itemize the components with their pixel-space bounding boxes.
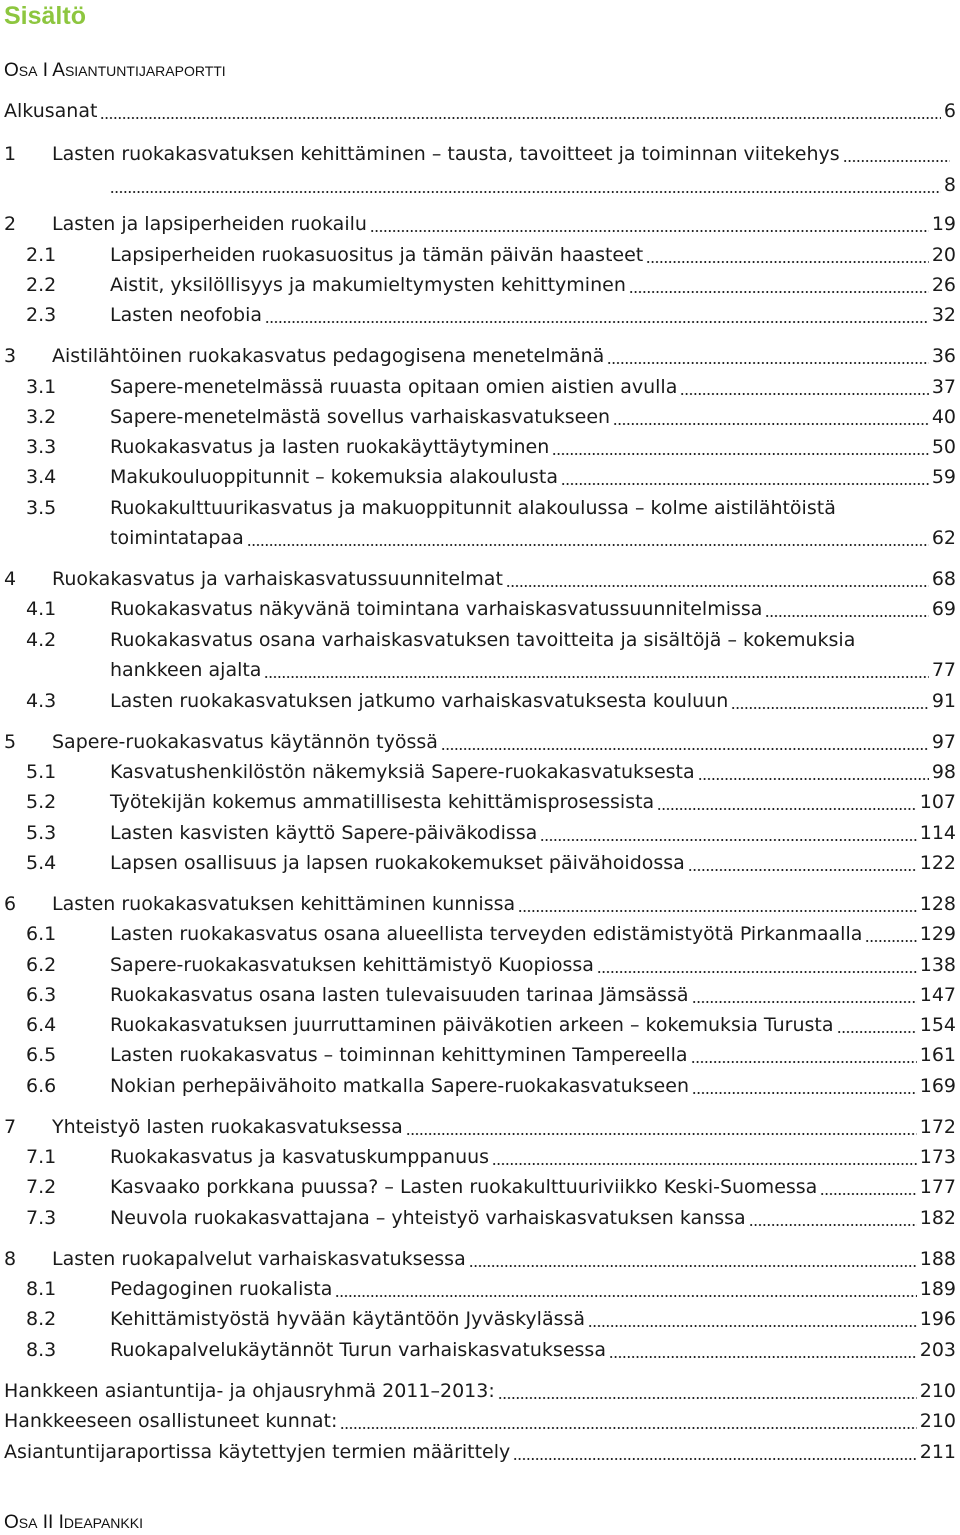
toc-entry-title: Lasten ruokakasvatuksen jatkumo varhaiskasvatuksesta kouluun bbox=[110, 690, 729, 712]
toc-entry-title: Lapsiperheiden ruokasuositus ja tämän päivän haasteet bbox=[110, 244, 644, 266]
toc-entry-number: 3.2 bbox=[26, 406, 57, 428]
dot-leader bbox=[513, 1458, 916, 1460]
toc-entry-title: Aistilähtöinen ruokakasvatus pedagogisena menetelmänä bbox=[52, 345, 605, 367]
toc-entry-number: 3.4 bbox=[26, 466, 57, 488]
dot-leader bbox=[552, 453, 929, 455]
toc-entry-page-number: 77 bbox=[930, 655, 956, 685]
toc-entry-page-number: 6 bbox=[942, 96, 956, 126]
toc-entry-title: Lasten kasvisten käyttö Sapere-päiväkodissa bbox=[110, 822, 538, 844]
toc-entry-number: 3.1 bbox=[26, 376, 57, 398]
page-title: Sisältö bbox=[4, 2, 86, 30]
toc-entry[interactable] bbox=[0, 625, 956, 655]
toc-entry-page-number: 211 bbox=[918, 1437, 956, 1467]
toc-entry[interactable] bbox=[0, 950, 956, 980]
toc-entry-title: toimintatapaa bbox=[110, 527, 244, 549]
toc-entry-title: Hankkeeseen osallistuneet kunnat: bbox=[4, 1410, 338, 1432]
toc-entry-title: Ruokakasvatus osana varhaiskasvatuksen tavoitteita ja sisältöjä – kokemuksia bbox=[110, 629, 856, 651]
toc-entry-title: Ruokakasvatuksen juurruttaminen päiväkotien arkeen – kokemuksia Turusta bbox=[110, 1014, 834, 1036]
toc-entry[interactable] bbox=[0, 564, 956, 594]
toc-entry-number: 8.1 bbox=[26, 1278, 57, 1300]
toc-entry-page-number: 169 bbox=[918, 1071, 956, 1101]
toc-entry[interactable] bbox=[0, 432, 956, 462]
toc-entry-number: 2 bbox=[4, 213, 17, 235]
toc-entry[interactable] bbox=[0, 727, 956, 757]
toc-entry-page-number: 59 bbox=[930, 462, 956, 492]
toc-entry[interactable] bbox=[0, 686, 956, 716]
toc-entry-page-number: 62 bbox=[930, 523, 956, 553]
toc-entry-page-number: 189 bbox=[918, 1274, 956, 1304]
dot-leader bbox=[498, 1397, 917, 1399]
dot-leader bbox=[820, 1193, 916, 1195]
dot-leader bbox=[340, 1427, 916, 1429]
toc-entry[interactable] bbox=[0, 493, 956, 523]
toc-entry-title: Työtekijän kokemus ammatillisesta kehittämisprosessista bbox=[110, 791, 655, 813]
toc-entry-page-number: 210 bbox=[918, 1376, 956, 1406]
toc-entry[interactable] bbox=[0, 848, 956, 878]
toc-entry-number: 3.3 bbox=[26, 436, 57, 458]
dot-leader bbox=[692, 1001, 917, 1003]
toc-entry[interactable] bbox=[0, 96, 956, 126]
toc-entry-number: 2.3 bbox=[26, 304, 57, 326]
toc-entry-title: Sapere-ruokakasvatuksen kehittämistyö Kuopiossa bbox=[110, 954, 594, 976]
toc-entry-page-number: 182 bbox=[918, 1203, 956, 1233]
toc-entry-page-number: 173 bbox=[918, 1142, 956, 1172]
toc-entry-number: 5.3 bbox=[26, 822, 57, 844]
dot-leader bbox=[765, 615, 928, 617]
dot-leader bbox=[607, 362, 928, 364]
toc-entry-title: Ruokakasvatus ja kasvatuskumppanuus bbox=[110, 1146, 490, 1168]
toc-entry[interactable] bbox=[0, 655, 956, 685]
dot-leader bbox=[837, 1031, 917, 1033]
toc-entry-page-number: 210 bbox=[918, 1406, 956, 1436]
toc-entry[interactable] bbox=[0, 1406, 956, 1436]
part-two-heading: OSA II IDEAPANKKI bbox=[4, 1512, 143, 1533]
toc-entry-page-number: 37 bbox=[930, 372, 956, 402]
toc-entry[interactable] bbox=[0, 341, 956, 371]
dot-leader bbox=[561, 483, 929, 485]
toc-entry-title: Ruokakasvatus ja lasten ruokakäyttäytyminen bbox=[110, 436, 550, 458]
toc-entry[interactable] bbox=[0, 1203, 956, 1233]
toc-entry-title: Lasten neofobia bbox=[110, 304, 262, 326]
toc-entry-number: 7.1 bbox=[26, 1146, 57, 1168]
toc-entry-number: 2.2 bbox=[26, 274, 57, 296]
toc-entry-page-number: 20 bbox=[930, 240, 956, 270]
toc-entry[interactable] bbox=[0, 980, 956, 1010]
toc-entry-number: 8 bbox=[4, 1248, 17, 1270]
toc-entry[interactable] bbox=[0, 1335, 956, 1365]
toc-entry-number: 6 bbox=[4, 893, 17, 915]
toc-entry-title: Yhteistyö lasten ruokakasvatuksessa bbox=[52, 1116, 403, 1138]
toc-entry-page-number: 69 bbox=[930, 594, 956, 624]
dot-leader bbox=[540, 839, 916, 841]
toc-entry-number: 6.1 bbox=[26, 923, 57, 945]
toc-entry[interactable] bbox=[0, 1172, 956, 1202]
toc-entry-title: Kehittämistyöstä hyvään käytäntöön Jyväskylässä bbox=[110, 1308, 586, 1330]
toc-entry-title: Alkusanat bbox=[4, 100, 98, 122]
toc-entry-title: Lasten ruokapalvelut varhaiskasvatuksessa bbox=[52, 1248, 466, 1270]
toc-entry[interactable] bbox=[0, 523, 956, 553]
toc-entry-title: Nokian perhepäivähoito matkalla Sapere-ruokakasvatukseen bbox=[110, 1075, 689, 1097]
toc-entry-title: Kasvaako porkkana puussa? – Lasten ruokakulttuuriviikko Keski-Suomessa bbox=[110, 1176, 818, 1198]
dot-leader bbox=[646, 261, 929, 263]
toc-entry[interactable] bbox=[0, 170, 956, 200]
toc-entry[interactable] bbox=[0, 889, 956, 919]
toc-entry[interactable] bbox=[0, 787, 956, 817]
toc-entry-page-number: 129 bbox=[918, 919, 956, 949]
toc-entry-number: 7 bbox=[4, 1116, 17, 1138]
toc-entry-number: 4.3 bbox=[26, 690, 57, 712]
toc-entry-number: 6.4 bbox=[26, 1014, 57, 1036]
toc-entry-page-number: 172 bbox=[918, 1112, 956, 1142]
dot-leader bbox=[441, 748, 929, 750]
toc-entry[interactable] bbox=[0, 919, 956, 949]
toc-entry-page-number: 97 bbox=[930, 727, 956, 757]
toc-entry-title: Asiantuntijaraportissa käytettyjen termien määrittely bbox=[4, 1441, 511, 1463]
toc-entry-title: Sapere-menetelmässä ruuasta opitaan omien aistien avulla bbox=[110, 376, 678, 398]
dot-leader bbox=[406, 1133, 917, 1135]
toc-entry-page-number: 177 bbox=[918, 1172, 956, 1202]
toc-entry-title: hankkeen ajalta bbox=[110, 659, 262, 681]
dot-leader bbox=[264, 676, 928, 678]
dot-leader bbox=[492, 1163, 917, 1165]
dot-leader bbox=[691, 1061, 917, 1063]
toc-entry-title: Lasten ruokakasvatus osana alueellista terveyden edistämistyötä Pirkanmaalla bbox=[110, 923, 863, 945]
toc-entry-title: Sapere-menetelmästä sovellus varhaiskasvatukseen bbox=[110, 406, 611, 428]
toc-entry[interactable] bbox=[0, 270, 956, 300]
toc-entry-page-number: 36 bbox=[930, 341, 956, 371]
toc-entry[interactable] bbox=[0, 300, 956, 330]
toc-entry[interactable] bbox=[0, 757, 956, 787]
dot-leader bbox=[335, 1295, 916, 1297]
toc-entry-title: Ruokakasvatus osana lasten tulevaisuuden tarinaa Jämsässä bbox=[110, 984, 689, 1006]
toc-entry-number: 4.1 bbox=[26, 598, 57, 620]
dot-leader bbox=[506, 585, 929, 587]
dot-leader bbox=[698, 778, 929, 780]
toc-entry-page-number: 91 bbox=[930, 686, 956, 716]
toc-entry-number: 6.3 bbox=[26, 984, 57, 1006]
dot-leader bbox=[469, 1265, 917, 1267]
toc-entry-number: 5.4 bbox=[26, 852, 57, 874]
dot-leader bbox=[597, 971, 917, 973]
toc-entry-title: Neuvola ruokakasvattajana – yhteistyö varhaiskasvatuksen kanssa bbox=[110, 1207, 746, 1229]
dot-leader bbox=[518, 910, 917, 912]
toc-entry[interactable] bbox=[0, 462, 956, 492]
toc-entry-number: 4.2 bbox=[26, 629, 57, 651]
toc-entry-title: Kasvatushenkilöstön näkemyksiä Sapere-ruokakasvatuksesta bbox=[110, 761, 695, 783]
toc-entry-title: Lasten ruokakasvatuksen kehittäminen – tausta, tavoitteet ja toiminnan viitekehys bbox=[52, 143, 840, 165]
toc-entry-number: 7.2 bbox=[26, 1176, 57, 1198]
toc-entry[interactable] bbox=[0, 1274, 956, 1304]
toc-entry-page-number: 19 bbox=[930, 209, 956, 239]
toc-entry-page-number: 32 bbox=[930, 300, 956, 330]
toc-entry-number: 4 bbox=[4, 568, 17, 590]
toc-entry[interactable] bbox=[0, 594, 956, 624]
toc-entry-number: 8.2 bbox=[26, 1308, 57, 1330]
toc-entry[interactable] bbox=[0, 1112, 956, 1142]
toc-entry-page-number: 26 bbox=[930, 270, 956, 300]
toc-entry-title: Hankkeen asiantuntija- ja ohjausryhmä 2011–2013: bbox=[4, 1380, 495, 1402]
toc-entry-title: Pedagoginen ruokalista bbox=[110, 1278, 333, 1300]
toc-entry-page-number: 161 bbox=[918, 1040, 956, 1070]
dot-leader bbox=[843, 160, 950, 162]
toc-entry[interactable] bbox=[0, 1437, 956, 1467]
dot-leader bbox=[100, 117, 940, 119]
dot-leader bbox=[609, 1356, 917, 1358]
toc-entry[interactable] bbox=[0, 1010, 956, 1040]
dot-leader bbox=[370, 230, 929, 232]
toc-entry-number: 5.2 bbox=[26, 791, 57, 813]
toc-entry[interactable] bbox=[0, 1376, 956, 1406]
toc-entry[interactable] bbox=[0, 139, 956, 169]
toc-entry-page-number: 68 bbox=[930, 564, 956, 594]
toc-entry-page-number: 8 bbox=[942, 170, 956, 200]
toc-entry-title: Ruokapalvelukäytännöt Turun varhaiskasvatuksessa bbox=[110, 1339, 606, 1361]
toc-entry-number: 6.2 bbox=[26, 954, 57, 976]
toc-entry-page-number: 98 bbox=[930, 757, 956, 787]
toc-entry[interactable] bbox=[0, 372, 956, 402]
toc-entry-page-number: 122 bbox=[918, 848, 956, 878]
toc-entry-number: 5 bbox=[4, 731, 17, 753]
toc-entry-title: Ruokakulttuurikasvatus ja makuoppitunnit alakoulussa – kolme aistilähtöistä bbox=[110, 497, 836, 519]
toc-entry-page-number: 154 bbox=[918, 1010, 956, 1040]
toc-entry[interactable] bbox=[0, 240, 956, 270]
dot-leader bbox=[265, 321, 929, 323]
toc-entry-title: Lasten ruokakasvatuksen kehittäminen kunnissa bbox=[52, 893, 516, 915]
toc-entry[interactable] bbox=[0, 818, 956, 848]
dot-leader bbox=[110, 191, 941, 193]
dot-leader bbox=[731, 707, 929, 709]
toc-entry-number: 2.1 bbox=[26, 244, 57, 266]
dot-leader bbox=[629, 291, 929, 293]
toc-entry-title: Lapsen osallisuus ja lapsen ruokakokemukset päivähoidossa bbox=[110, 852, 685, 874]
toc-entry[interactable] bbox=[0, 1071, 956, 1101]
toc-entry-number: 1 bbox=[4, 143, 17, 165]
dot-leader bbox=[688, 869, 917, 871]
toc-entry[interactable] bbox=[0, 1142, 956, 1172]
toc-entry-title: Sapere-ruokakasvatus käytännön työssä bbox=[52, 731, 438, 753]
toc-entry-number: 3 bbox=[4, 345, 17, 367]
toc-entry-page-number: 40 bbox=[930, 402, 956, 432]
toc-entry-page-number: 107 bbox=[918, 787, 956, 817]
toc-entry-number: 6.5 bbox=[26, 1044, 57, 1066]
toc-entry-title: Ruokakasvatus ja varhaiskasvatussuunnitelmat bbox=[52, 568, 503, 590]
toc-entry-title: Lasten ruokakasvatus – toiminnan kehittyminen Tampereella bbox=[110, 1044, 688, 1066]
toc-entry-page-number: 147 bbox=[918, 980, 956, 1010]
toc-entry-page-number: 114 bbox=[918, 818, 956, 848]
toc-entry-page-number: 188 bbox=[918, 1244, 956, 1274]
dot-leader bbox=[865, 940, 916, 942]
dot-leader bbox=[749, 1224, 917, 1226]
toc-entry-page-number: 196 bbox=[918, 1304, 956, 1334]
toc-entry-title: Ruokakasvatus näkyvänä toimintana varhaiskasvatussuunnitelmissa bbox=[110, 598, 763, 620]
toc-entry-title: Lasten ja lapsiperheiden ruokailu bbox=[52, 213, 367, 235]
toc-entry-page-number: 203 bbox=[918, 1335, 956, 1365]
part-one-heading: OSA I ASIANTUNTIJARAPORTTI bbox=[4, 60, 226, 81]
dot-leader bbox=[680, 393, 928, 395]
toc-entry-title: Makukouluoppitunnit – kokemuksia alakoulusta bbox=[110, 466, 558, 488]
toc-entry-title: Aistit, yksilöllisyys ja makumieltymysten kehittyminen bbox=[110, 274, 626, 296]
dot-leader bbox=[588, 1325, 917, 1327]
toc-entry-number: 8.3 bbox=[26, 1339, 57, 1361]
toc-entry-number: 3.5 bbox=[26, 497, 57, 519]
toc-entry[interactable] bbox=[0, 1244, 956, 1274]
dot-leader bbox=[247, 544, 929, 546]
dot-leader bbox=[657, 808, 917, 810]
toc-entry-number: 6.6 bbox=[26, 1075, 57, 1097]
toc-entry[interactable] bbox=[0, 209, 956, 239]
toc-entry[interactable] bbox=[0, 402, 956, 432]
toc-entry-page-number: 50 bbox=[930, 432, 956, 462]
dot-leader bbox=[692, 1092, 917, 1094]
toc-entry-page-number: 138 bbox=[918, 950, 956, 980]
dot-leader bbox=[613, 423, 929, 425]
toc-entry[interactable] bbox=[0, 1304, 956, 1334]
toc-entry[interactable] bbox=[0, 1040, 956, 1070]
toc-entry-number: 7.3 bbox=[26, 1207, 57, 1229]
toc-entry-page-number: 128 bbox=[918, 889, 956, 919]
toc-entry-number: 5.1 bbox=[26, 761, 57, 783]
